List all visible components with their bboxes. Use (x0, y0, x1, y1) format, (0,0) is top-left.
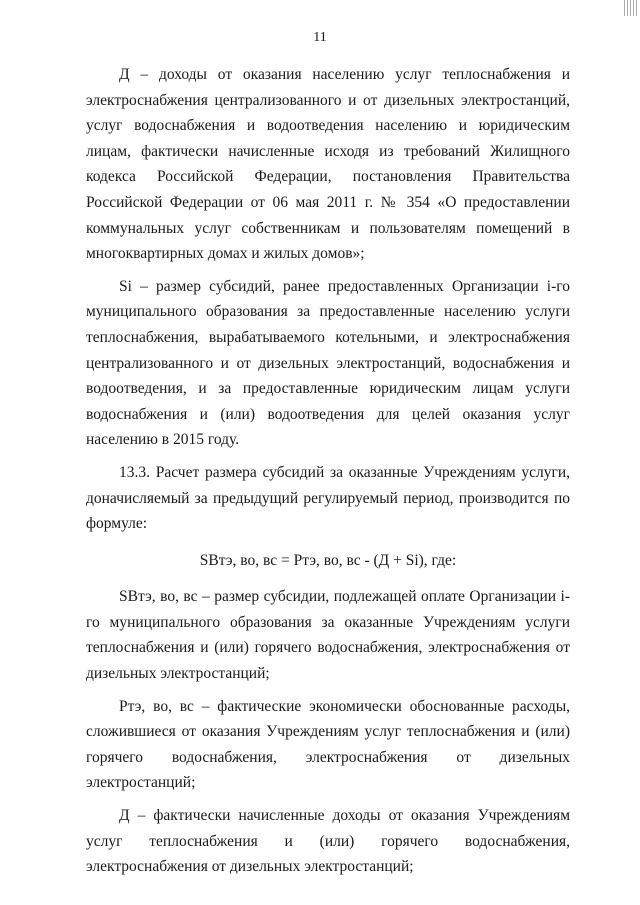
paragraph-d-definition: Д – доходы от оказания населению услуг теплоснабжения и электроснабжения централизованного и от дизельных электростанций, услуг водоснабжения и водоотведения населению и юридическим лицам, фактически начисленные исходя из требований Жилищного кодекса Российской Федерации, постановления Правительства Российской Федерации от 06 мая 2011 г. № 354 «О предоставлении коммунальных услуг собственникам и пользователям помещений в многоквартирных домах и жилых домов»; (86, 66, 570, 263)
document-body (86, 62, 570, 880)
scan-edge-mark (624, 0, 638, 16)
formula: SВтэ, во, вс = Ртэ, во, вс - (Д + Si), где: (199, 551, 457, 569)
paragraph-r-definition: Ртэ, во, вс – фактические экономически обоснованные расходы, сложившиеся от оказания Учреждениям услуг теплоснабжения и (или) горячего водоснабжения, электроснабжения от дизельных электростанций; (86, 697, 570, 792)
page-number: 11 (313, 30, 327, 45)
paragraph-clause-13-3: 13.3. Расчет размера субсидий за оказанные Учреждениям услуги, доначисляемый за предыдущий регулируемый период, производится по формуле: (86, 463, 570, 533)
paragraph-sv-definition: SВтэ, во, вс – размер субсидии, подлежащей оплате Организации i-го муниципального образования за оказанные Учреждениям услуги теплоснабжения и (или) горячего водоснабжения, электроснабжения от дизельных электростанций; (86, 588, 570, 683)
paragraph-si-definition: Si – размер субсидий, ранее предоставленных Организации i-го муниципального образования за предоставленные населению услуги теплоснабжения, вырабатываемого котельными, и электроснабжения централизованного и от дизельных электростанций, водоснабжения и водоотведения, и за предоставленные юридическим лицам услуги водоснабжения и (или) водоотведения для целей оказания услуг населению в 2015 году. (86, 277, 570, 449)
paragraph-d-income-definition: Д – фактически начисленные доходы от оказания Учреждениям услуг теплоснабжения и (или) горячего водоснабжения, электроснабжения от дизельных электростанций; (86, 807, 570, 876)
